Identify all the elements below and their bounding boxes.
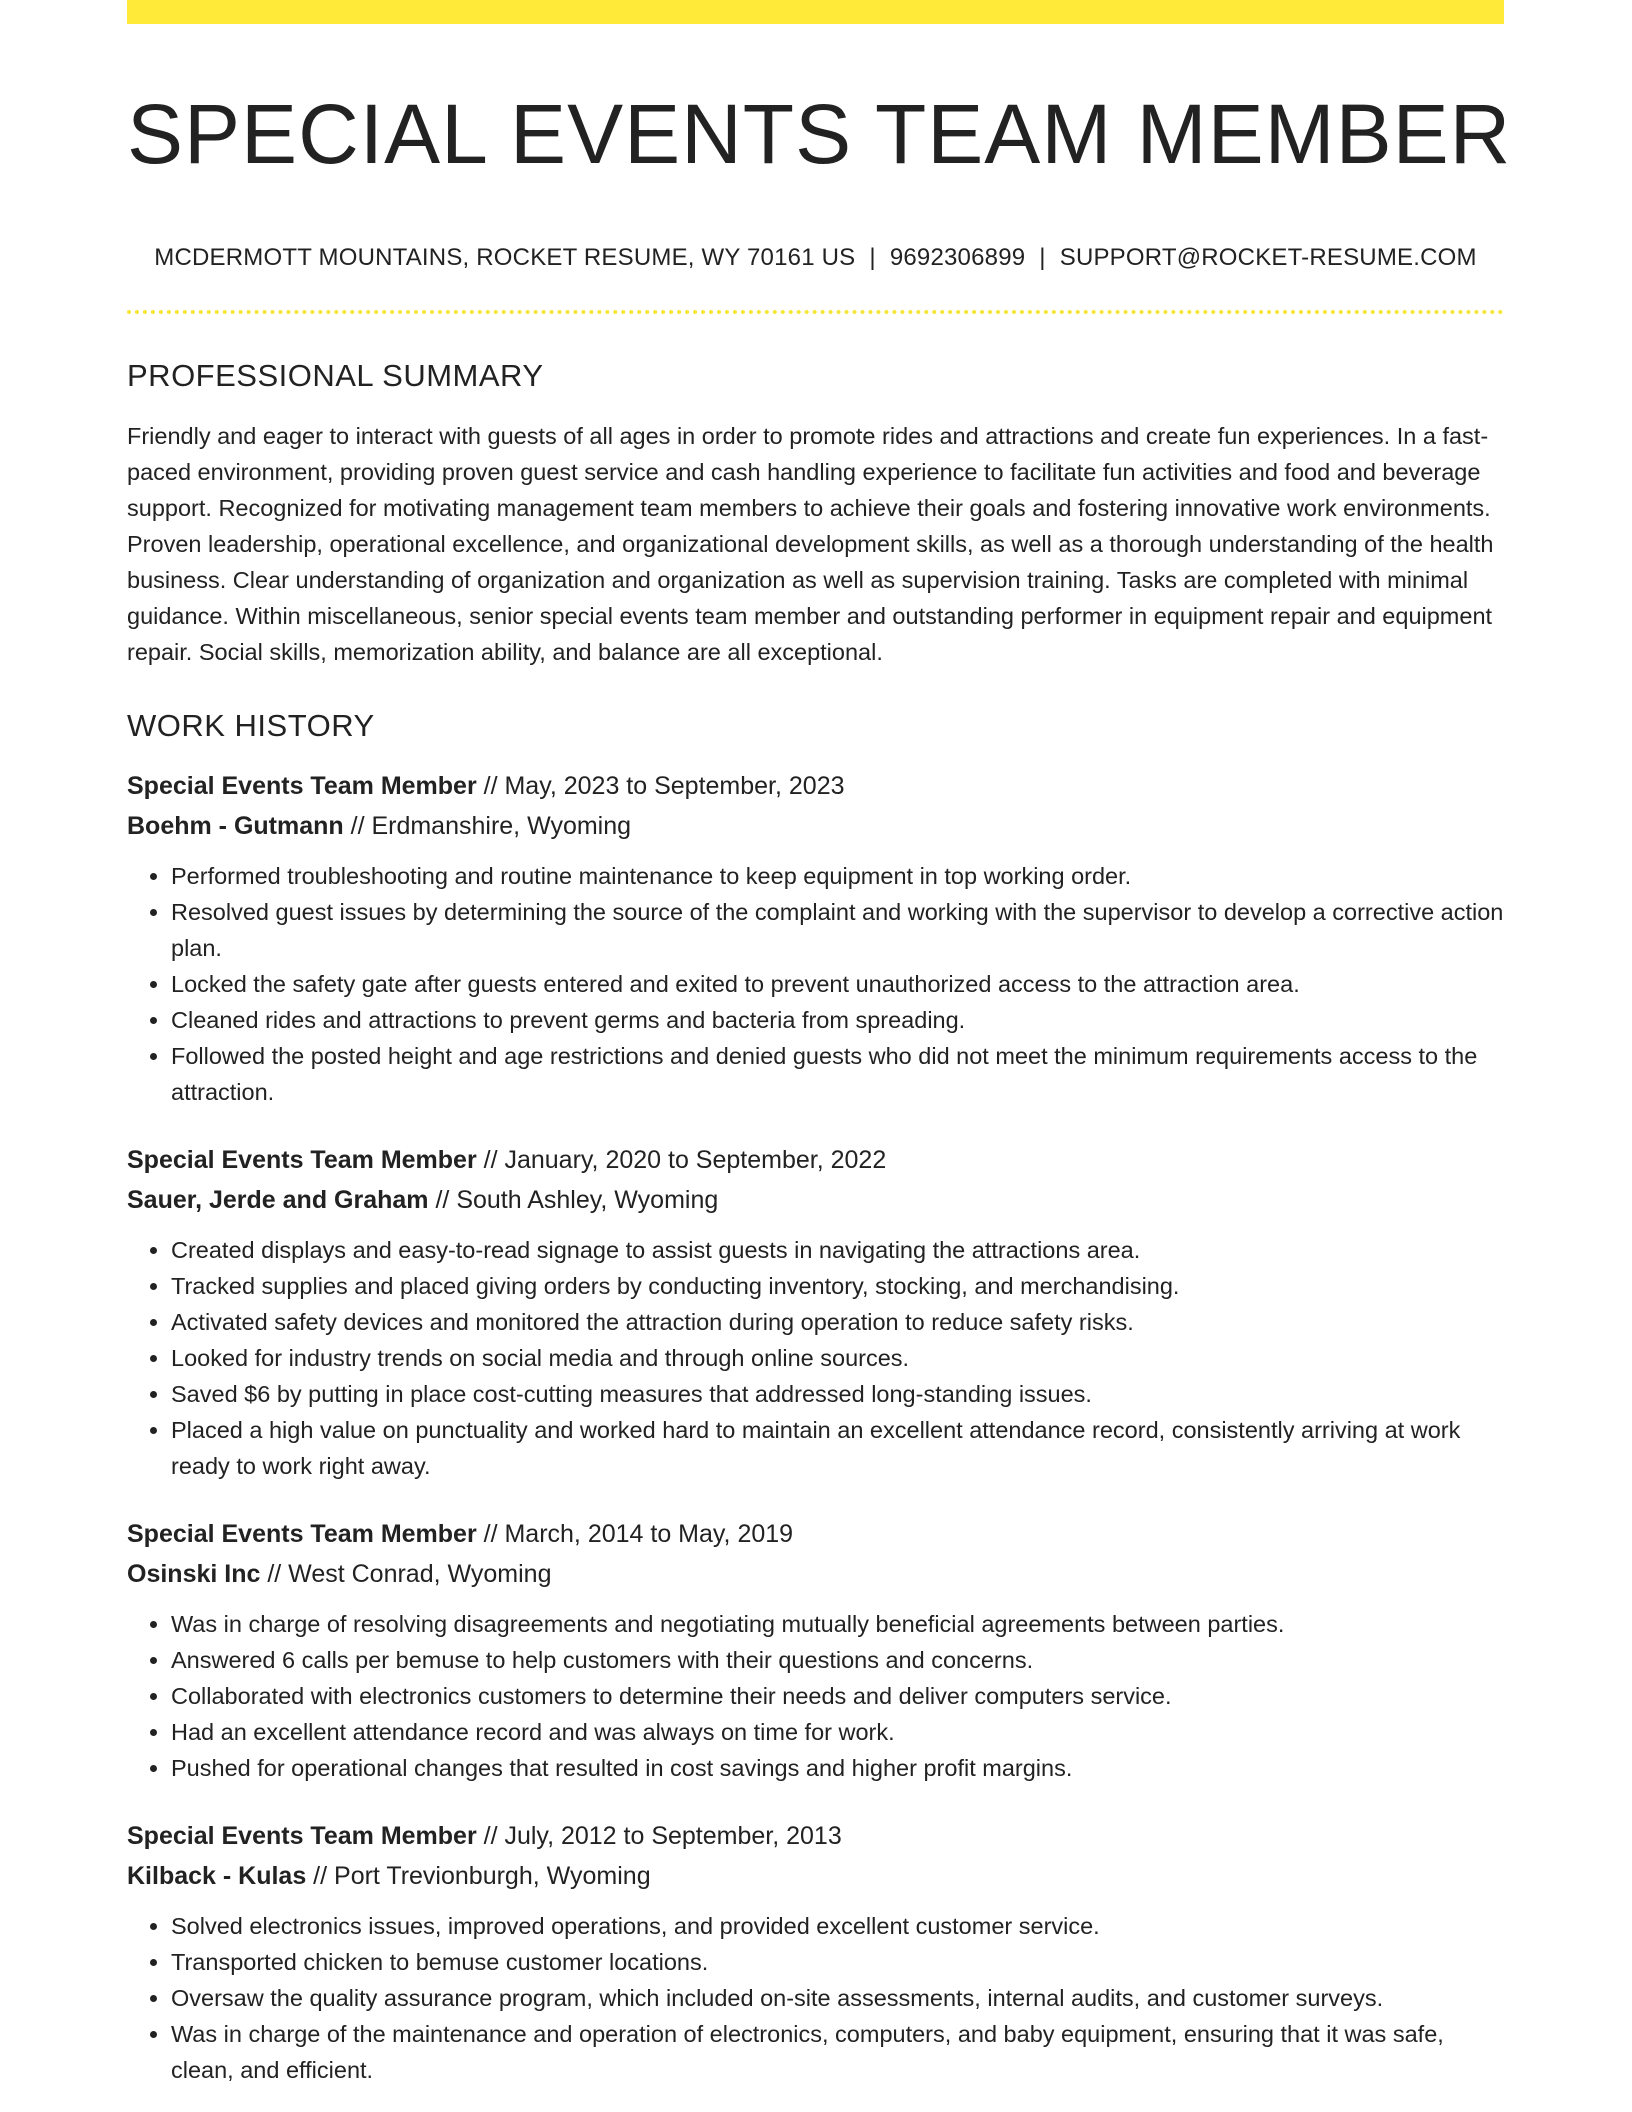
job-location: // Erdmanshire, Wyoming [343,812,632,841]
job-location: // South Ashley, Wyoming [428,1186,719,1215]
job-dates: // May, 2023 to September, 2023 [476,772,845,801]
job-bullet: • Looked for industry trends on social media and through online sources. [171,1340,1504,1376]
job-title-line [127,766,1504,806]
job-company-line [127,806,1504,846]
job-bullet: • Followed the posted height and age restrictions and denied guests who did not meet the minimum requirements access to the attraction. [171,1038,1504,1110]
contact-address: MCDERMOTT MOUNTAINS, ROCKET RESUME, WY 70161 US [154,244,856,272]
job-company-line [127,1856,1504,1896]
job-bullets [127,858,1504,1110]
summary-text: Friendly and eager to interact with guests of all ages in order to promote rides and attractions and create fun experiences. In a fast-paced environment, providing proven guest service and cash handling experience to facilitate fun activities and food and beverage support. Recognized for motivating management team members to achieve their goals and fostering innovative work environments. Proven leadership, operational excellence, and organizational development skills, as well as a thorough understanding of the health business. Clear understanding of organization and organization as well as supervision training. Tasks are completed with minimal guidance. Within miscellaneous, senior special events team member and outstanding performer in equipment repair and equipment repair. Social skills, memorization ability, and balance are all exceptional. [127,423,1494,666]
job-bullet: • Performed troubleshooting and routine maintenance to keep equipment in top working order. [171,858,1504,894]
job-dates: // July, 2012 to September, 2013 [476,1822,842,1851]
work-history-list [127,766,1504,2088]
resume-page [127,0,1512,2088]
job-company-line [127,1554,1504,1594]
summary-heading: PROFESSIONAL SUMMARY [127,358,544,394]
job-company-line [127,1180,1504,1220]
job-title-line [127,1140,1504,1180]
job-entry [127,766,1504,1110]
job-position: Special Events Team Member [127,1520,477,1549]
work-history-heading: WORK HISTORY [127,708,375,744]
job-bullet: • Saved $6 by putting in place cost-cutting measures that addressed long-standing issues. [171,1376,1504,1412]
job-company: Boehm - Gutmann [127,812,344,841]
job-bullet: • Tracked supplies and placed giving orders by conducting inventory, stocking, and merchandising. [171,1268,1504,1304]
job-title-line [127,1514,1504,1554]
job-bullet: • Cleaned rides and attractions to prevent germs and bacteria from spreading. [171,1002,1504,1038]
contact-separator: | [1039,244,1046,272]
job-bullet: • Pushed for operational changes that resulted in cost savings and higher profit margins. [171,1750,1504,1786]
contact-separator: | [869,244,876,272]
job-bullet: • Collaborated with electronics customers to determine their needs and deliver computers service. [171,1678,1504,1714]
contact-phone: 9692306899 [889,244,1026,272]
job-dates: // January, 2020 to September, 2022 [476,1146,887,1175]
job-bullet: • Created displays and easy-to-read signage to assist guests in navigating the attractions area. [171,1232,1504,1268]
job-location: // Port Trevionburgh, Wyoming [306,1862,651,1891]
resume-name-title: SPECIAL EVENTS TEAM MEMBER [127,87,1512,181]
job-dates: // March, 2014 to May, 2019 [476,1520,794,1549]
job-bullets [127,1232,1504,1484]
job-position: Special Events Team Member [127,1146,477,1175]
job-bullet: • Locked the safety gate after guests entered and exited to prevent unauthorized access to the attraction area. [171,966,1504,1002]
job-bullet: • Oversaw the quality assurance program, which included on-site assessments, internal audits, and customer surveys. [171,1980,1504,2016]
job-bullet: • Transported chicken to bemuse customer locations. [171,1944,1504,1980]
job-bullets [127,1908,1504,2088]
job-entry [127,1816,1504,2088]
job-bullet: • Activated safety devices and monitored the attraction during operation to reduce safety risks. [171,1304,1504,1340]
accent-top-bar [127,0,1504,24]
header-divider [127,310,1504,314]
job-entry [127,1514,1504,1786]
job-bullet: • Resolved guest issues by determining the source of the complaint and working with the supervisor to develop a corrective action plan. [171,894,1504,966]
job-bullets [127,1606,1504,1786]
contact-email: SUPPORT@ROCKET-RESUME.COM [1059,244,1477,272]
contact-line [127,244,1504,272]
job-bullet: • Placed a high value on punctuality and worked hard to maintain an excellent attendance record, consistently arriving at work ready to work right away. [171,1412,1504,1484]
job-position: Special Events Team Member [127,1822,477,1851]
job-company: Sauer, Jerde and Graham [127,1186,429,1215]
job-bullet: • Was in charge of the maintenance and operation of electronics, computers, and baby equipment, ensuring that it was safe, clean, and efficient. [171,2016,1504,2088]
job-entry [127,1140,1504,1484]
job-company: Kilback - Kulas [127,1862,307,1891]
job-bullet: • Had an excellent attendance record and was always on time for work. [171,1714,1504,1750]
job-location: // West Conrad, Wyoming [260,1560,552,1589]
job-bullet: • Was in charge of resolving disagreements and negotiating mutually beneficial agreements between parties. [171,1606,1504,1642]
job-title-line [127,1816,1504,1856]
job-company: Osinski Inc [127,1560,261,1589]
job-bullet: • Solved electronics issues, improved operations, and provided excellent customer service. [171,1908,1504,1944]
job-position: Special Events Team Member [127,772,477,801]
job-bullet: • Answered 6 calls per bemuse to help customers with their questions and concerns. [171,1642,1504,1678]
